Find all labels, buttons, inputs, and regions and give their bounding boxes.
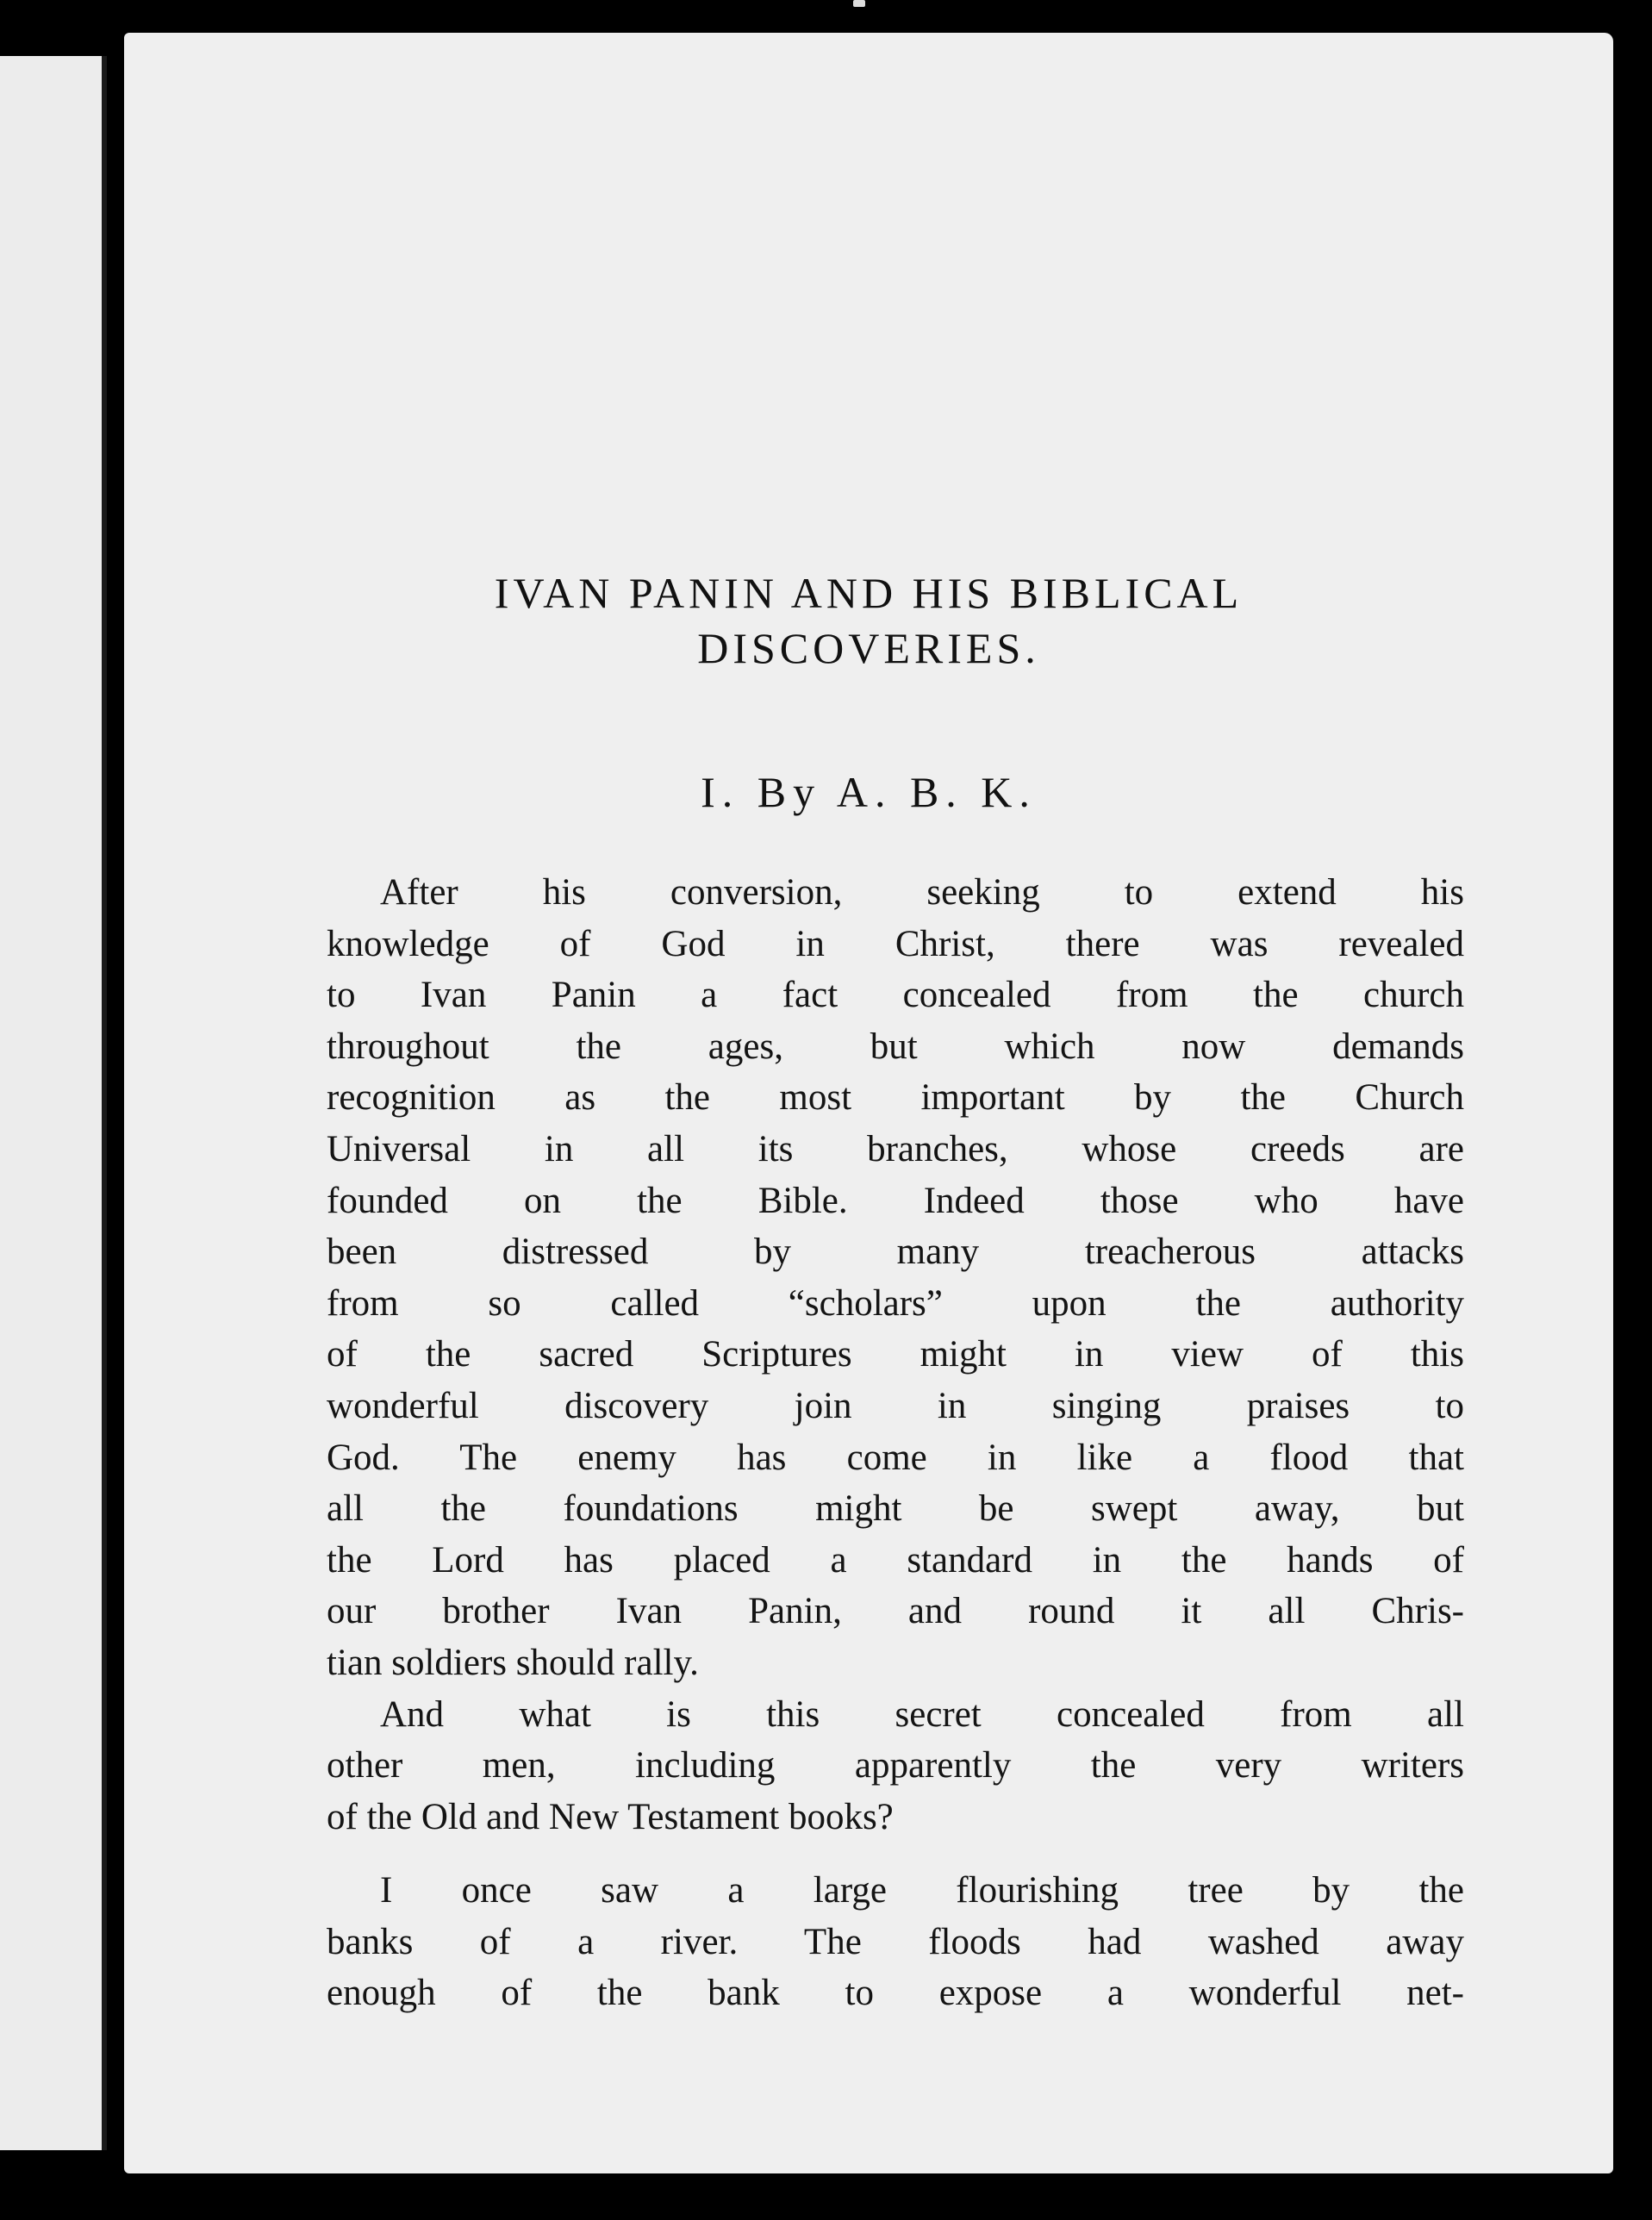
text-line: founded on the Bible. Indeed those who have	[327, 1180, 1464, 1221]
text-line: the Lord has placed a standard in the hands of	[327, 1539, 1464, 1581]
article-body	[327, 867, 1464, 2019]
left-page-edge	[0, 56, 105, 2150]
scan-speck	[853, 0, 865, 7]
text-line: of the sacred Scriptures might in view of this	[327, 1334, 1464, 1375]
title-line: IVAN PANIN AND HIS BIBLICAL	[494, 569, 1244, 617]
text-line: been distressed by many treacherous attacks	[327, 1232, 1464, 1273]
scanned-page	[124, 33, 1613, 2173]
article-title	[124, 565, 1613, 676]
text-line: knowledge of God in Christ, there was revealed	[327, 923, 1464, 964]
text-line: throughout the ages, but which now demands	[327, 1026, 1464, 1067]
text-line: other men, including apparently the very writers	[327, 1745, 1464, 1787]
text-line: And what is this secret concealed from all	[380, 1693, 1464, 1735]
text-line: to Ivan Panin a fact concealed from the church	[327, 975, 1464, 1016]
text-line: After his conversion, seeking to extend his	[380, 872, 1464, 913]
article-byline: I. By A. B. K.	[701, 768, 1037, 816]
paragraph	[327, 1689, 1464, 1843]
text-line: I once saw a large flourishing tree by the	[380, 1870, 1464, 1911]
paragraph	[327, 867, 1464, 1689]
gutter-line	[102, 56, 107, 2150]
text-line: wonderful discovery join in singing praises to	[327, 1385, 1464, 1426]
text-line: of the Old and New Testament books?	[327, 1796, 894, 1837]
text-line: from so called “scholars” upon the authority	[327, 1282, 1464, 1324]
text-line: tian soldiers should rally.	[327, 1642, 699, 1683]
text-line: Universal in all its branches, whose creeds are	[327, 1128, 1464, 1169]
text-line: recognition as the most important by the Church	[327, 1077, 1464, 1119]
text-line: all the foundations might be swept away, but	[327, 1488, 1464, 1530]
text-line: banks of a river. The floods had washed away	[327, 1921, 1464, 1962]
paragraph	[327, 1865, 1464, 2019]
title-line: DISCOVERIES.	[697, 624, 1040, 672]
text-line: God. The enemy has come in like a flood that	[327, 1437, 1464, 1478]
text-line: enough of the bank to expose a wonderful net-	[327, 1973, 1464, 2014]
text-line: our brother Ivan Panin, and round it all Chris-	[327, 1591, 1464, 1632]
